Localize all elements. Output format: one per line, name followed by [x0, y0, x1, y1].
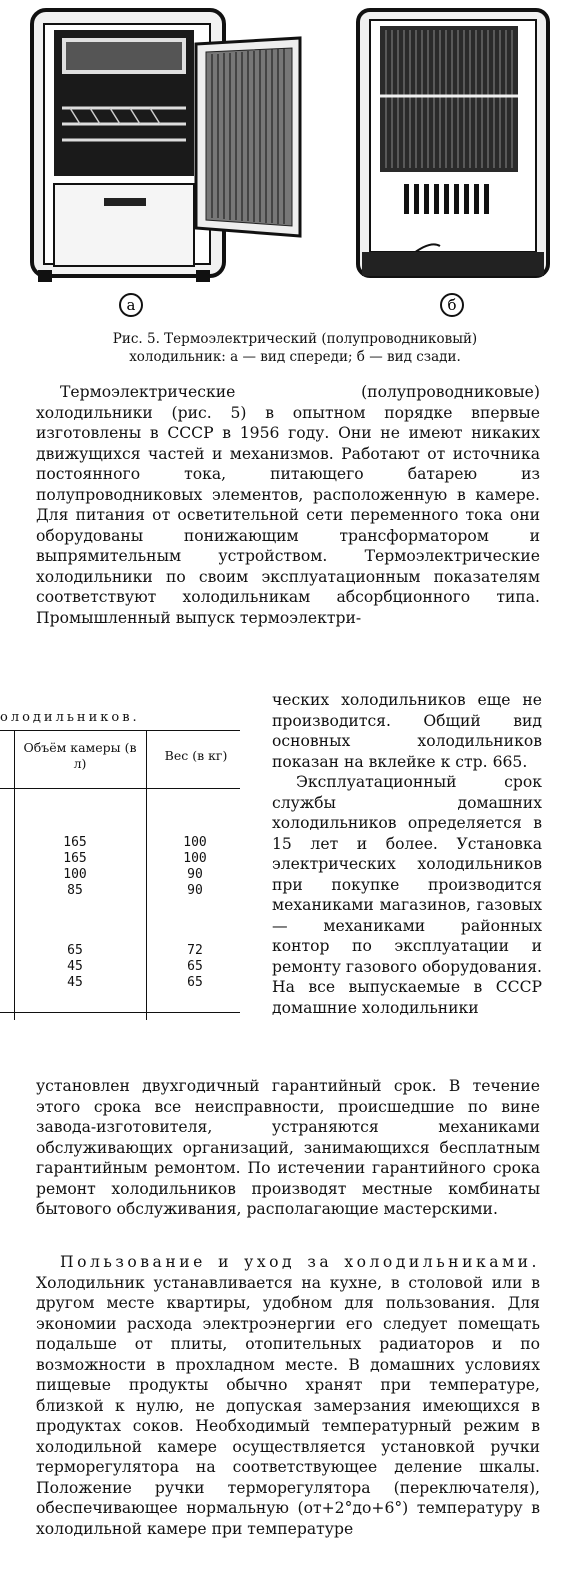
paragraph-4-body: Холодильник устанавливается на кухне, в столовой или в другом месте квартиры, удобном для пользования. Для экономии расхода электроэнергии его следует помещать подальше от плиты, отопительных радиаторов и по возможности в прохладном месте. В домашних условиях пищевые продукты обычно хранят при температуре, близкой к нулю, не допуская замерзания имеющихся в продуктах соков. Необходимый температурный режим в холодильной камере осуществляется установкой ручки терморегулятора на соответствующее деление шкалы. Положение ручки терморегулятора (переключателя), обеспечивающее нормальную (от+2°до+6°) температуру в холодильной камере при температуре [36, 1273, 540, 1538]
table-header-rule [0, 788, 240, 789]
weight-values-group-2: 72 65 65 [187, 943, 203, 990]
table-column-divider-1 [14, 730, 15, 1020]
caption-line-1: Рис. 5. Термоэлектрический (полупроводниковый) [112, 331, 478, 347]
side-paragraph: ческих холодильников еще не производится. Общий вид основных холодильников показан на вклейке к стр. 665. [272, 691, 542, 771]
section-heading: Пользование и уход за холодильниками. [60, 1253, 540, 1271]
table-title: олодильников. [0, 710, 140, 725]
fridge-back-view [358, 10, 548, 276]
paragraph-3: установлен двухгодичный гарантийный срок. В течение этого срока все неисправности, происшедшие по вине завода-изготовителя, устраняются механиками обслуживающих организаций, занимающихся бесплатным гарантийным ремонтом. По истечении гарантийного срока ремонт холодильников производят местные комбинаты бытового обслуживания, располагающие мастерскими. [36, 1077, 540, 1218]
volume-column-header: Объём камеры (в л) [23, 740, 137, 771]
label-b: б [447, 296, 457, 314]
paragraph-2: Эксплуатационный срок службы домашних холодильников определяется в 15 лет и более. Установка электрических холодильников при покупке производится механиками магазинов, газовых — механиками районных контор по эксплуатации и ремонту газового оборудования. На все выпускаемые в СССР домашние холодильники [272, 773, 542, 1017]
refrigerator-figure [0, 0, 568, 365]
paragraph-4 [36, 1252, 540, 1539]
table-bottom-rule [0, 1012, 240, 1013]
table-top-rule [0, 730, 240, 731]
label-a-marker [120, 294, 142, 316]
label-b-marker [441, 294, 463, 316]
table-column-divider-2 [146, 730, 147, 1020]
label-a: а [126, 296, 136, 314]
paragraph-1: Термоэлектрические (полупроводниковые) холодильники (рис. 5) в опытном порядке впервые изготовлены в СССР в 1956 году. Они не имеют никаких движущихся частей и механизмов. Работают от источника постоянного тока, питающего батарею из полупроводниковых элементов, расположенную в камере. Для питания от осветительной сети переменного тока они оборудованы понижающим трансформатором и выпрямительным устройством. Термоэлектрические холодильники по своим эксплуатационным показателям соответствуют холодильникам абсорбционного типа. Промышленный выпуск термоэлектри- [36, 383, 540, 627]
volume-values-group-1: 165 165 100 85 [63, 835, 87, 898]
refrigerator-table [0, 700, 262, 1020]
caption-line-2: холодильник: а — вид спереди; б — вид сзади. [129, 349, 461, 365]
volume-values-group-2: 65 45 45 [67, 943, 83, 990]
weight-column-header: Вес (в кг) [164, 748, 228, 763]
figure-caption [60, 330, 530, 366]
fridge-front-view [32, 10, 300, 282]
weight-values-group-1: 100 100 90 90 [183, 835, 207, 898]
